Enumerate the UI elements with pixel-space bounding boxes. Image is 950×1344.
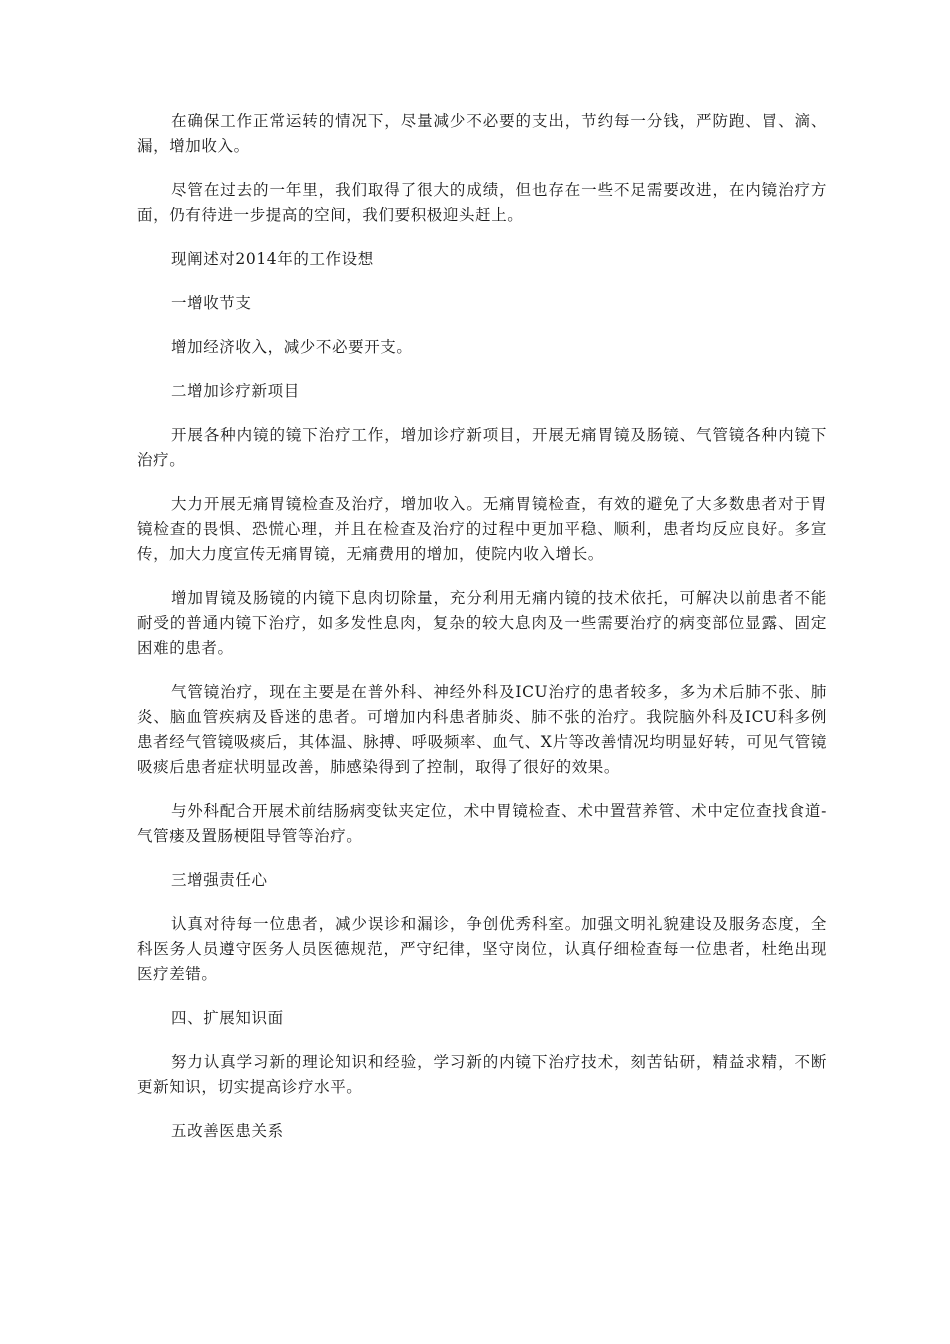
section-heading-5: 五改善医患关系: [171, 1122, 284, 1140]
paragraph-cost-control: 在确保工作正常运转的情况下，尽量减少不必要的支出，节约每一分钱，严防跑、冒、滴、漏，增加收入。: [137, 112, 827, 155]
document-body: [137, 109, 827, 1163]
paragraph-painless-gastroscopy: 大力开展无痛胃镜检查及治疗，增加收入。无痛胃镜检查，有效的避免了大多数患者对于胃镜检查的畏惧、恐慌心理，并且在检查及治疗的过程中更加平稳、顺利，患者均反应良好。多宣传，加大力度宣传无痛胃镜，无痛费用的增加，使院内收入增长。: [137, 495, 827, 563]
section-heading-3: 三增强责任心: [171, 871, 268, 889]
paragraph-surgical-cooperation: 与外科配合开展术前结肠病变钛夹定位，术中胃镜检查、术中置营养管、术中定位查找食道-气管瘘及置肠梗阻导管等治疗。: [137, 802, 827, 845]
section-heading-4: 四、扩展知识面: [171, 1009, 284, 1027]
paragraph-knowledge: 努力认真学习新的理论知识和经验，学习新的内镜下治疗技术，刻苦钻研，精益求精，不断更新知识，切实提高诊疗水平。: [137, 1053, 827, 1096]
paragraph-increase-income: 增加经济收入，减少不必要开支。: [171, 338, 413, 356]
paragraph-bronchoscopy: 气管镜治疗，现在主要是在普外科、神经外科及ICU治疗的患者较多，多为术后肺不张、肺炎、脑血管疾病及昏迷的患者。可增加内科患者肺炎、肺不张的治疗。我院脑外科及ICU科多例患者经气管镜吸痰后，其体温、脉搏、呼吸频率、血气、X片等改善情况均明显好转，可见气管镜吸痰后患者症状明显改善，肺感染得到了控制，取得了很好的效果。: [137, 683, 827, 776]
paragraph-new-procedures: 开展各种内镜的镜下治疗工作，增加诊疗新项目，开展无痛胃镜及肠镜、气管镜各种内镜下治疗。: [137, 426, 827, 469]
paragraph-2014-plan-intro: 现阐述对2014年的工作设想: [171, 250, 374, 268]
paragraph-shortcomings: 尽管在过去的一年里，我们取得了很大的成绩，但也存在一些不足需要改进，在内镜治疗方面，仍有待进一步提高的空间，我们要积极迎头赶上。: [137, 181, 827, 224]
section-heading-2: 二增加诊疗新项目: [171, 382, 300, 400]
section-heading-1: 一增收节支: [171, 294, 252, 312]
paragraph-polyp-resection: 增加胃镜及肠镜的内镜下息肉切除量，充分利用无痛内镜的技术依托，可解决以前患者不能耐受的普通内镜下治疗，如多发性息肉，复杂的较大息肉及一些需要治疗的病变部位显露、固定困难的患者。: [137, 589, 827, 657]
paragraph-responsibility: 认真对待每一位患者，减少误诊和漏诊，争创优秀科室。加强文明礼貌建设及服务态度，全科医务人员遵守医务人员医德规范，严守纪律，坚守岗位，认真仔细检查每一位患者，杜绝出现医疗差错。: [137, 915, 827, 983]
